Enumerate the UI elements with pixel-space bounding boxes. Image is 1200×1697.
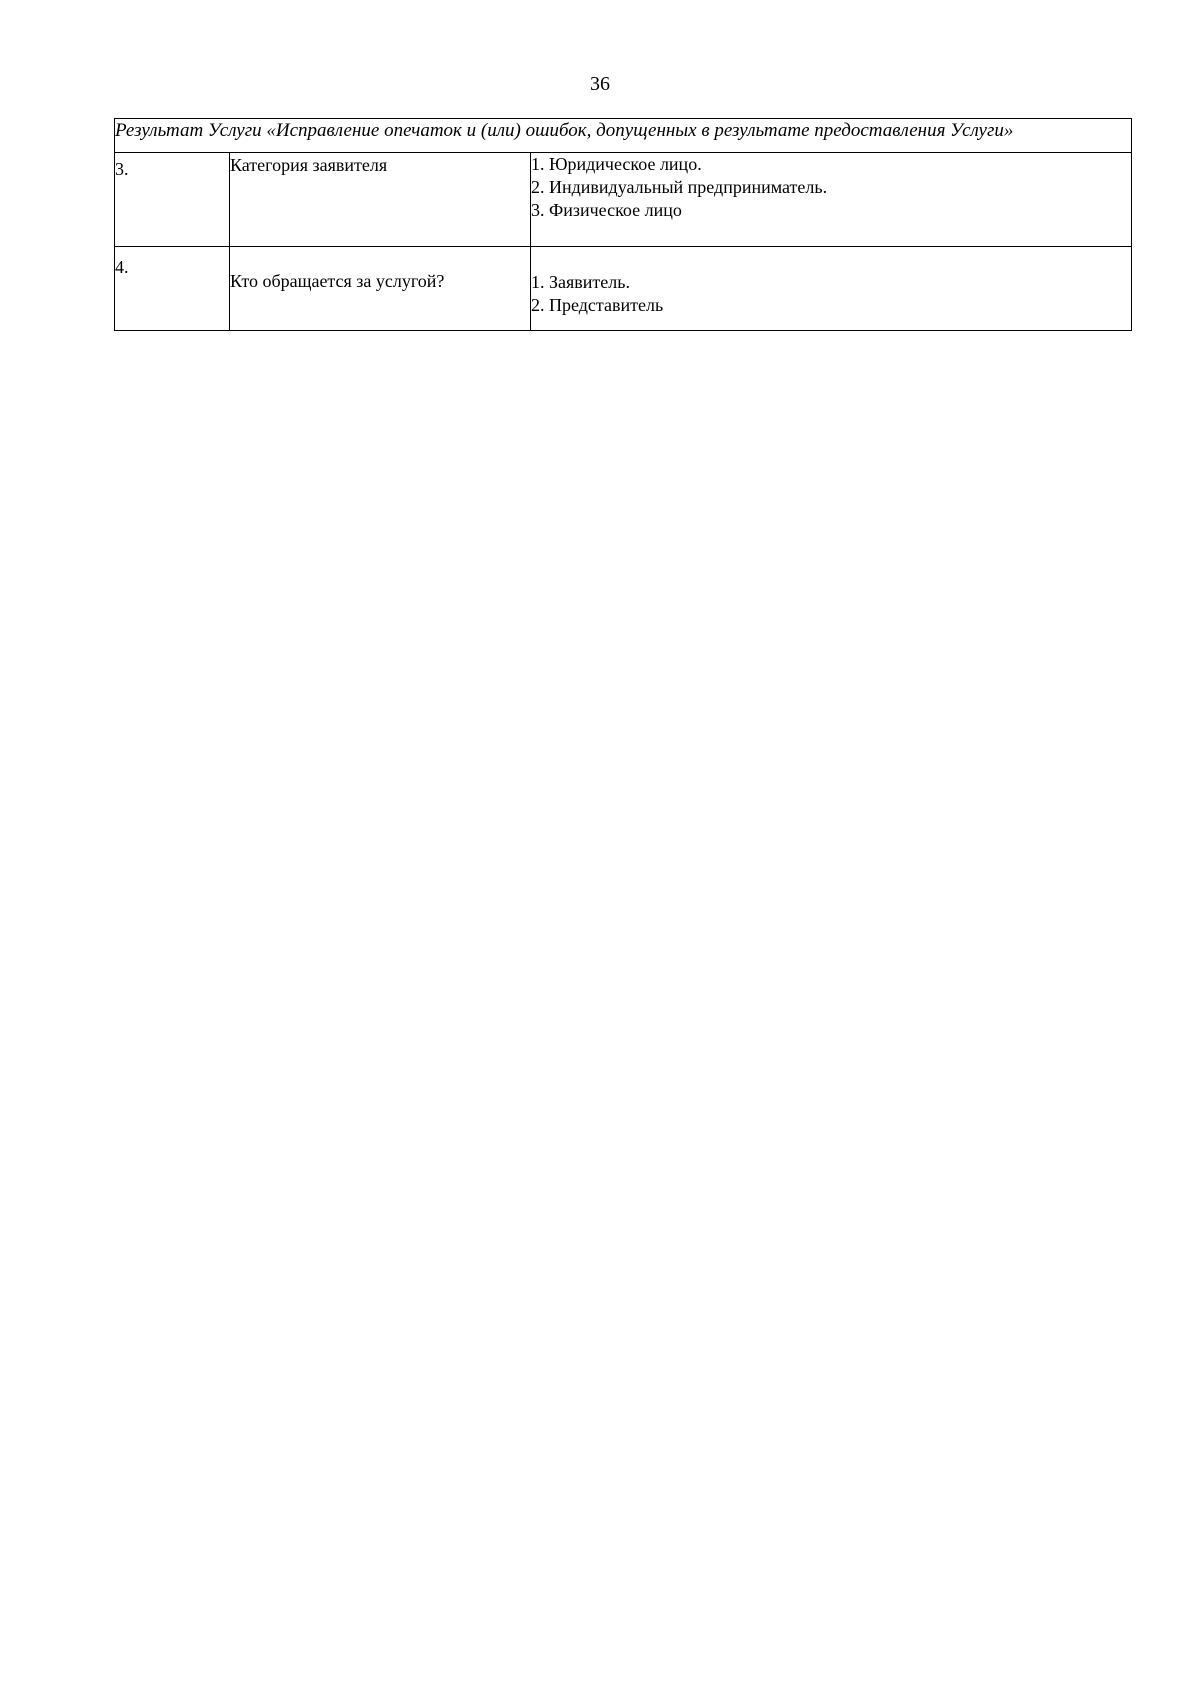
table-row [115,153,1132,247]
value-item: 2. Индивидуальный предприниматель. [531,177,828,197]
row-number: 4. [115,247,230,331]
table-row [115,247,1132,331]
row-label: Кто обращается за услугой? [230,247,531,331]
row-values [531,247,1132,331]
value-item: 1. Юридическое лицо. [531,154,702,174]
page-number: 36 [590,73,610,95]
row-label: Категория заявителя [230,153,531,247]
value-item: 3. Физическое лицо [531,200,682,220]
section-title: Результат Услуги «Исправление опечаток и (или) ошибок, допущенных в результате предоставления Услуги» [115,119,1132,153]
value-item: 2. Представитель [531,295,664,315]
section-title-row [115,119,1132,153]
value-item: 1. Заявитель. [531,272,630,292]
row-values [531,153,1132,247]
service-result-table [114,118,1132,331]
row-number: 3. [115,153,230,247]
